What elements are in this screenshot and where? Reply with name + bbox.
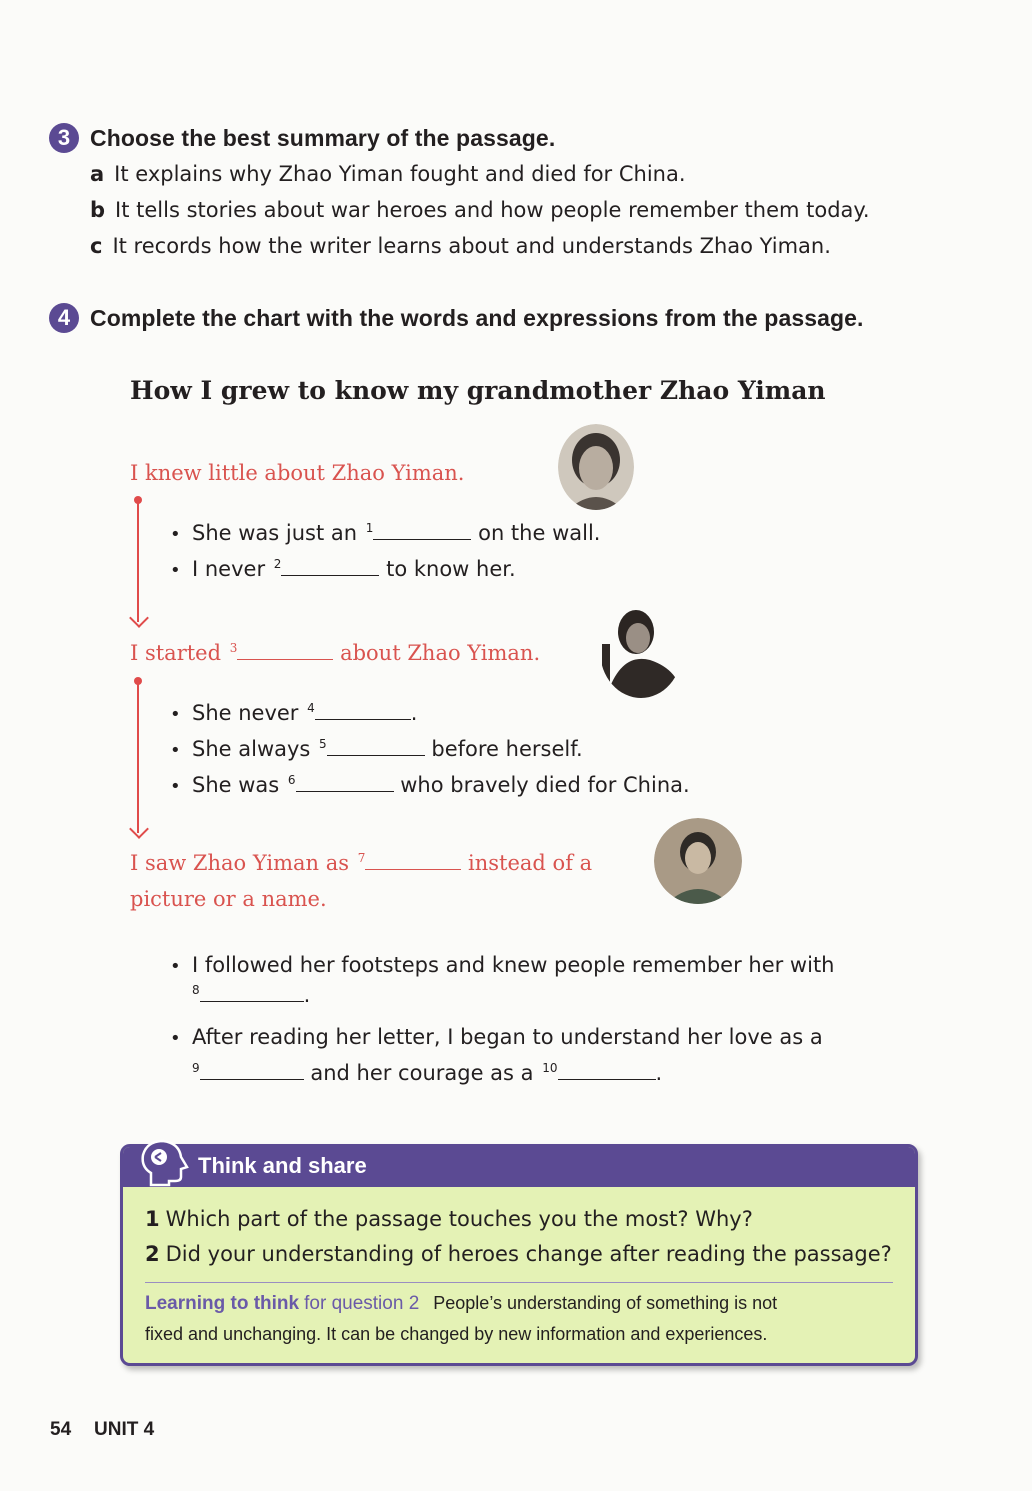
portrait-photo-1 xyxy=(558,424,634,510)
ltt-for: for question 2 xyxy=(304,1293,420,1314)
blank-number: 10 xyxy=(542,1061,558,1075)
answer-blank-8[interactable] xyxy=(200,983,304,1002)
answer-blank-5[interactable] xyxy=(327,737,425,756)
bullet-text: before herself. xyxy=(431,737,583,761)
answer-blank-7[interactable] xyxy=(365,851,461,870)
heading-text: instead of a xyxy=(468,851,593,875)
bullet-9 xyxy=(170,1025,823,1049)
question-4-number: 4 xyxy=(49,303,79,333)
portrait-photo-3 xyxy=(654,818,742,904)
bullet-text: She always xyxy=(192,737,311,761)
blank-number: 6 xyxy=(287,773,296,787)
question-text: Which part of the passage touches you the most? Why? xyxy=(165,1207,753,1231)
bullet-5 xyxy=(170,737,583,761)
answer-blank-9[interactable] xyxy=(200,1061,304,1080)
bullet-text: on the wall. xyxy=(478,521,601,545)
question-3-number: 3 xyxy=(49,123,79,153)
heading-text: I started xyxy=(130,641,222,665)
bullet-9-line2 xyxy=(192,1061,662,1085)
bullet-4 xyxy=(170,701,417,725)
bullet-dot: • xyxy=(170,740,181,761)
blank-number: 9 xyxy=(192,1061,200,1075)
stage-2-heading xyxy=(130,641,540,665)
portrait-photo-2 xyxy=(600,604,682,698)
blank-number: 1 xyxy=(365,521,374,535)
share-question-1 xyxy=(145,1207,753,1231)
option-c xyxy=(90,234,831,258)
chart-title: How I grew to know my grandmother Zhao Yiman xyxy=(130,376,826,405)
option-letter: a xyxy=(90,162,105,186)
bullet-text: She never xyxy=(192,701,299,725)
bullet-dot: • xyxy=(170,776,181,797)
bullet-2 xyxy=(170,557,516,581)
bullet-text: and her courage as a xyxy=(310,1061,534,1085)
answer-blank-2[interactable] xyxy=(281,557,379,576)
bullet-text: I followed her footsteps and knew people remember her with xyxy=(192,953,835,977)
divider xyxy=(145,1282,893,1283)
page-number: 54 xyxy=(50,1419,72,1440)
bullet-text: . xyxy=(655,1061,663,1085)
option-letter: c xyxy=(90,234,103,258)
question-text: Did your understanding of heroes change after reading the passage? xyxy=(165,1242,892,1266)
timeline-line-2 xyxy=(137,683,139,833)
answer-blank-6[interactable] xyxy=(296,773,394,792)
learning-to-think-line2: fixed and unchanging. It can be changed by new information and experiences. xyxy=(145,1324,768,1344)
ltt-text: People’s understanding of something is not xyxy=(433,1293,778,1313)
heading-text: about Zhao Yiman. xyxy=(340,641,541,665)
unit-label: UNIT 4 xyxy=(94,1419,155,1440)
bullet-text: . xyxy=(303,983,311,1007)
bullet-text: She was just an xyxy=(192,521,358,545)
answer-blank-1[interactable] xyxy=(373,521,471,540)
ltt-label: Learning to think xyxy=(145,1293,300,1314)
box-title: Think and share xyxy=(198,1153,367,1178)
share-question-2 xyxy=(145,1242,892,1266)
stage-3-heading-line2: picture or a name. xyxy=(130,887,327,911)
answer-blank-4[interactable] xyxy=(315,701,411,720)
portrait-2-image xyxy=(600,604,682,698)
blank-number: 2 xyxy=(273,557,282,571)
option-text: It explains why Zhao Yiman fought and died for China. xyxy=(114,162,686,186)
option-text: It tells stories about war heroes and how people remember them today. xyxy=(115,198,870,222)
bullet-6 xyxy=(170,773,690,797)
timeline-line-1 xyxy=(137,502,139,622)
option-b xyxy=(90,198,870,222)
bullet-dot: • xyxy=(170,1028,181,1049)
blank-number: 8 xyxy=(192,983,200,997)
blank-number: 4 xyxy=(307,701,315,715)
bullet-dot: • xyxy=(170,524,181,545)
blank-number: 5 xyxy=(319,737,327,751)
stage-3-heading xyxy=(130,851,592,875)
arrow-down-icon xyxy=(129,608,149,628)
bullet-text: who bravely died for China. xyxy=(400,773,690,797)
question-number: 1 xyxy=(145,1207,160,1231)
question-3-heading: Choose the best summary of the passage. xyxy=(90,125,556,151)
head-share-icon xyxy=(137,1137,189,1189)
bullet-dot: • xyxy=(170,956,181,977)
arrow-down-icon xyxy=(129,819,149,839)
heading-text: I saw Zhao Yiman as xyxy=(130,851,350,875)
question-4-heading: Complete the chart with the words and expressions from the passage. xyxy=(90,305,864,331)
portrait-1-image xyxy=(558,424,634,510)
question-number: 2 xyxy=(145,1242,160,1266)
bullet-text: She was xyxy=(192,773,280,797)
bullet-text: . xyxy=(410,701,418,725)
bullet-1 xyxy=(170,521,600,545)
bullet-text: I never xyxy=(192,557,266,581)
bullet-text: After reading her letter, I began to understand her love as a xyxy=(192,1025,823,1049)
bullet-text: to know her. xyxy=(386,557,516,581)
answer-blank-10[interactable] xyxy=(558,1061,656,1080)
bullet-8-line2 xyxy=(192,983,310,1007)
bullet-dot: • xyxy=(170,560,181,581)
blank-number: 7 xyxy=(357,851,366,865)
option-letter: b xyxy=(90,198,106,222)
stage-1-heading: I knew little about Zhao Yiman. xyxy=(130,461,465,485)
blank-number: 3 xyxy=(229,641,238,655)
answer-blank-3[interactable] xyxy=(237,641,333,660)
bullet-dot: • xyxy=(170,704,181,725)
think-and-share-box xyxy=(120,1144,918,1366)
option-text: It records how the writer learns about and understands Zhao Yiman. xyxy=(112,234,831,258)
option-a xyxy=(90,162,686,186)
learning-to-think xyxy=(145,1293,777,1315)
bullet-8 xyxy=(170,953,835,977)
portrait-3-image xyxy=(654,818,742,904)
